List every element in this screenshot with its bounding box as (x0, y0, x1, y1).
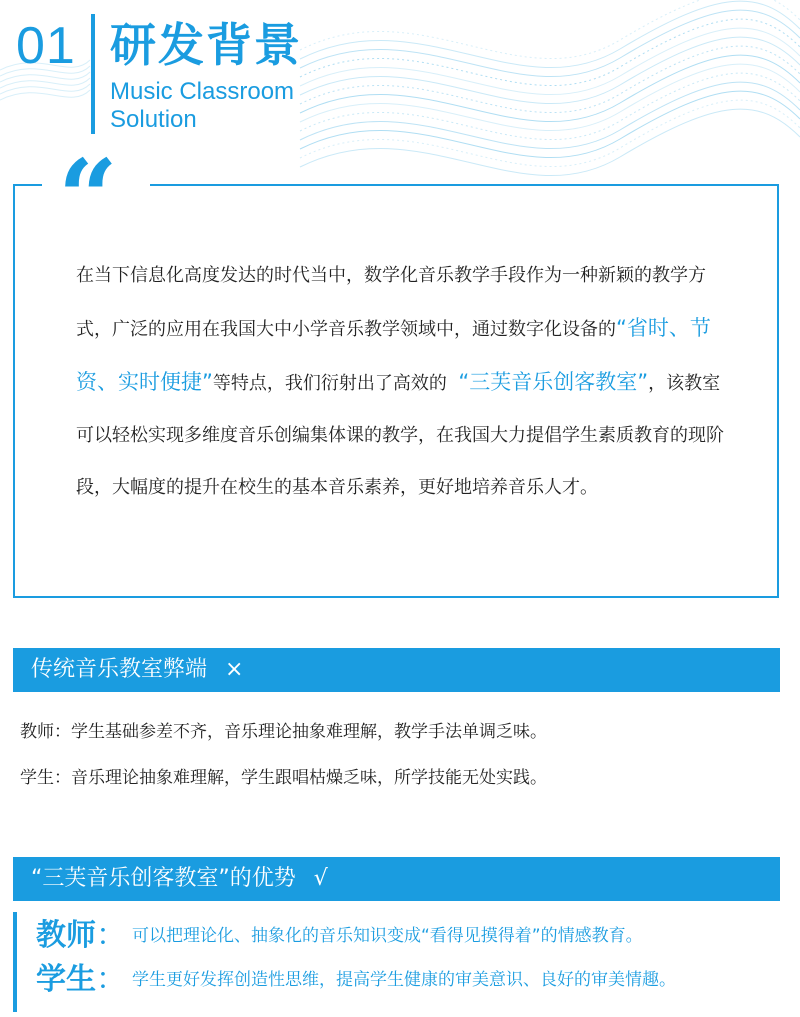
advantages-title: “三芙音乐创客教室”的优势 (31, 866, 296, 891)
intro-text-part2: 等特点，我们衍射出了高效的 (212, 373, 447, 394)
check-icon: √ (313, 866, 328, 891)
intro-highlight-classroom: “三芙音乐创客教室” (458, 370, 649, 394)
advantages-header (13, 857, 780, 901)
advantage-teacher (36, 914, 796, 958)
intro-paragraph (76, 250, 726, 514)
page-header (0, 0, 800, 150)
drawback-teacher: 教师：学生基础参差不齐，音乐理论抽象难理解，教学手法单调乏味。 (20, 722, 547, 742)
intro-text-part1: 在当下信息化高度发达的时代当中，数学化音乐教学手段作为一种新颖的教学方式，广泛的应用在我国大中小学音乐教学领域中，通过数字化设备的 (76, 265, 706, 340)
cross-icon: × (225, 657, 244, 682)
header-divider (91, 14, 95, 134)
advantage-teacher-sep: ： (96, 918, 126, 953)
advantage-student-text: 学生更好发挥创造性思维，提高学生健康的审美意识、良好的审美情趣。 (132, 970, 676, 990)
page-subtitle: Music Classroom Solution (110, 78, 295, 133)
advantage-student (36, 958, 796, 1002)
left-double-quote-icon: “ (58, 136, 118, 259)
intro-highlight-features: “省时、节资、实时便捷” (76, 316, 711, 394)
page-title: 研发背景 (110, 18, 302, 72)
section-number: 01 (16, 17, 76, 75)
drawbacks-header (13, 648, 780, 692)
advantage-student-sep: ： (96, 962, 126, 997)
advantage-student-label: 学生 (36, 962, 96, 997)
drawback-student: 学生：音乐理论抽象难理解，学生跟唱枯燥乏味，所学技能无处实践。 (20, 768, 547, 788)
advantage-teacher-text: 可以把理论化、抽象化的音乐知识变成“看得见摸得着”的情感教育。 (132, 926, 643, 946)
advantage-teacher-label: 教师 (36, 918, 96, 953)
intro-text-part3: ，该教室可以轻松实现多维度音乐创编集体课的教学，在我国大力提倡学生素质教育的现阶段，大幅度的提升在校生的基本音乐素养，更好地培养音乐人才。 (76, 373, 724, 498)
drawbacks-title: 传统音乐教室弊端 (31, 657, 208, 682)
advantages-accent-bar (13, 912, 17, 1012)
